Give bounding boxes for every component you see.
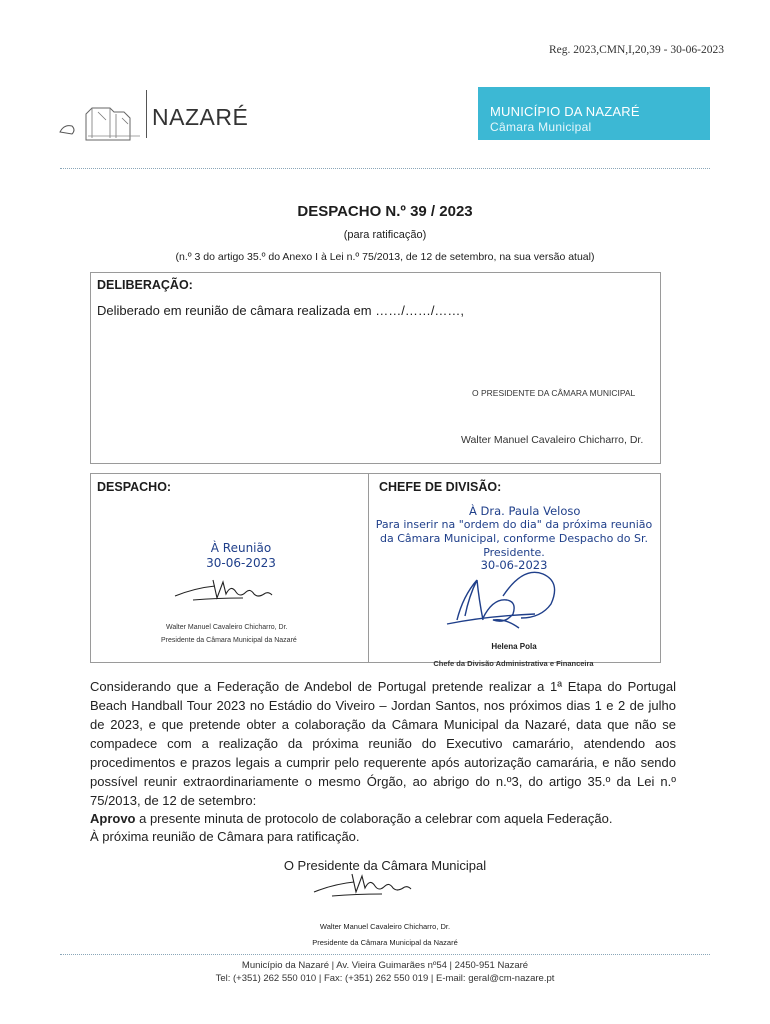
approval-text: a presente minuta de protocolo de colaboração a celebrar com aquela Federação. <box>135 811 613 826</box>
document-title: DESPACHO N.º 39 / 2023 <box>297 203 473 220</box>
deliberation-text: Deliberado em reunião de câmara realizada em ……/……/……, <box>97 303 465 318</box>
chefe-instructions <box>369 518 659 560</box>
legal-basis: (n.º 3 do artigo 35.º do Anexo I à Lei n.º 75/2013, de 12 de setembro, na sua versão atual) <box>175 251 595 263</box>
municipality-subtitle: Câmara Municipal <box>490 120 592 134</box>
municipality-name: MUNICÍPIO DA NAZARÉ <box>490 104 640 119</box>
ratification-line: À próxima reunião de Câmara para ratificação. <box>90 829 360 844</box>
chefe-addressee: À Dra. Paula Veloso <box>469 504 581 518</box>
final-signer-role: Presidente da Câmara Municipal da Nazaré <box>312 938 458 947</box>
brand-divider <box>146 90 147 138</box>
municipality-banner <box>478 87 710 140</box>
chefe-date: 30-06-2023 <box>480 558 548 572</box>
approval-block <box>90 810 690 846</box>
approval-keyword: Aprovo <box>90 811 136 826</box>
approval-line <box>90 810 690 828</box>
final-signer-name: Walter Manuel Cavaleiro Chicharro, Dr. <box>319 922 451 931</box>
chefe-box <box>368 473 661 663</box>
footer-contacts: Tel: (+351) 262 550 010 | Fax: (+351) 262 550 019 | E-mail: geral@cm-nazare.pt <box>215 973 555 984</box>
footer-address: Município da Nazaré | Av. Vieira Guimarães nº54 | 2450-951 Nazaré <box>241 960 529 971</box>
nazare-crest-icon <box>58 92 148 144</box>
despacho-signer-role <box>161 629 331 647</box>
deliberation-role: O PRESIDENTE DA CÂMARA MUNICIPAL <box>472 388 636 398</box>
body-paragraph: Considerando que a Federação de Andebol de Portugal pretende realizar a 1ª Etapa do Portugal Beach Handball Tour 2023 no Estádio do Viveiro – Jordan Santos, nos próximos dias 1 e 2 de julho de 2023, e que pretende obter a colaboração da Câmara Municipal da Nazaré, data que não se compadece com a realização da próxima reunião do Executivo camarário, atendendo aos procedimentos e prazos legais a cumprir pelo requerente após autorização camarária, e não sendo possível reunir extraordinariamente o mesmo Órgão, ao abrigo do n.º3, do artigo 35.º da Lei n.º 75/2013, de 12 de setembro: <box>90 679 676 808</box>
brand-name: NAZARÉ <box>152 104 249 130</box>
deliberation-label: DELIBERAÇÃO: <box>97 278 193 292</box>
chefe-instruction-line: da Câmara Municipal, conforme Despacho do Sr. <box>379 532 649 545</box>
despacho-label: DESPACHO: <box>97 480 172 494</box>
chefe-instruction-line: Para inserir na "ordem do dia" da próxima reunião <box>375 518 653 531</box>
document-subtitle: (para ratificação) <box>343 229 427 241</box>
deliberation-signer: Walter Manuel Cavaleiro Chicharro, Dr. <box>461 434 644 446</box>
final-signature-title: O Presidente da Câmara Municipal <box>283 858 487 873</box>
footer-divider <box>60 954 710 955</box>
deliberation-box <box>90 272 661 464</box>
despacho-box <box>90 473 369 663</box>
despacho-stamp-date: 30-06-2023 <box>206 556 276 570</box>
chefe-signer-name: Helena Pola <box>491 642 537 651</box>
final-signature-icon <box>312 868 422 902</box>
despacho-signer-role-text: Presidente da Câmara Municipal da Nazaré <box>161 637 297 644</box>
chefe-instruction-line: Presidente. <box>483 546 545 559</box>
despacho-signer-name-text: Walter Manuel Cavaleiro Chicharro, Dr. <box>166 624 288 631</box>
chefe-signature-icon <box>443 562 573 632</box>
chefe-signer-role: Chefe da Divisão Administrativa e Financeira <box>433 659 594 668</box>
despacho-stamp-line: À Reunião <box>210 541 272 555</box>
header-divider <box>60 168 710 169</box>
registration-stamp: Reg. 2023,CMN,I,20,39 - 30-06-2023 <box>548 44 724 56</box>
despacho-signature-icon <box>173 574 283 606</box>
chefe-label: CHEFE DE DIVISÃO: <box>379 480 502 494</box>
